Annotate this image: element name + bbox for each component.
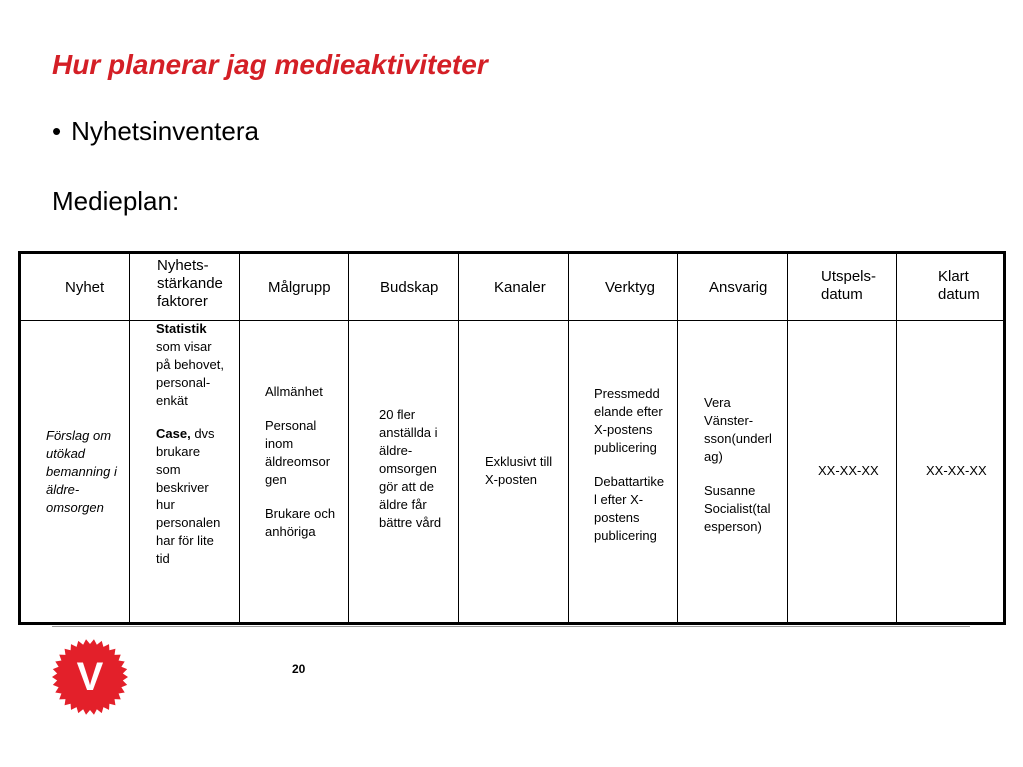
header-utspelsdatum: Utspels- datum: [821, 268, 877, 303]
cell-budskap: 20 fler anställda i äldre- omsorgen gör att de äldre får bättre vård: [379, 407, 442, 530]
cell-kanaler: Exklusivt till X-posten: [485, 454, 553, 487]
header-faktorer: Nyhets- stärkande faktorer: [157, 257, 223, 310]
bullet-dot: •: [52, 116, 62, 146]
column-divider: [787, 254, 788, 622]
column-divider: [568, 254, 569, 622]
slide-title: Hur planerar jag medieaktiviteter: [52, 49, 488, 80]
cell-utspelsdatum: XX-XX-XX: [818, 463, 879, 478]
cell-ansvarig: Vera Vänster- sson(underl ag) Susanne Socialist(tal esperson): [704, 395, 772, 534]
media-plan-table: [18, 251, 1006, 625]
column-divider: [348, 254, 349, 622]
header-ansvarig: Ansvarig: [709, 279, 768, 296]
column-divider: [239, 254, 240, 622]
header-kanaler: Kanaler: [494, 279, 546, 296]
header-klart-datum: Klart datum: [938, 268, 980, 303]
bullet-item: [52, 116, 259, 147]
header-malgrupp: Målgrupp: [268, 279, 331, 296]
subheading: Medieplan:: [52, 186, 180, 216]
page-number: 20: [292, 662, 306, 676]
column-divider: [896, 254, 897, 622]
column-divider: [458, 254, 459, 622]
logo-letter: V: [76, 655, 104, 699]
header-verktyg: Verktyg: [605, 279, 656, 296]
cell-malgrupp: Allmänhet Personal inom äldreomsor gen Brukare och anhöriga: [265, 384, 336, 539]
header-nyhet: Nyhet: [65, 279, 105, 296]
column-divider: [677, 254, 678, 622]
cell-nyhet: Förslag om utökad bemanning i äldre- omsorgen: [46, 428, 117, 515]
cell-verktyg: Pressmedd elande efter X-postens publicering Debattartike l efter X- postens publicering: [594, 386, 665, 543]
cell-faktorer: Statistik som visar på behovet, personal- enkät Case, dvs brukare som beskriver hur personalen har för lite tid: [156, 321, 224, 567]
footer-divider: [52, 626, 970, 627]
bullet-text: Nyhetsinventera: [71, 116, 259, 146]
header-budskap: Budskap: [380, 279, 439, 296]
party-logo-icon: [50, 637, 130, 717]
cell-klart-datum: XX-XX-XX: [926, 463, 987, 478]
